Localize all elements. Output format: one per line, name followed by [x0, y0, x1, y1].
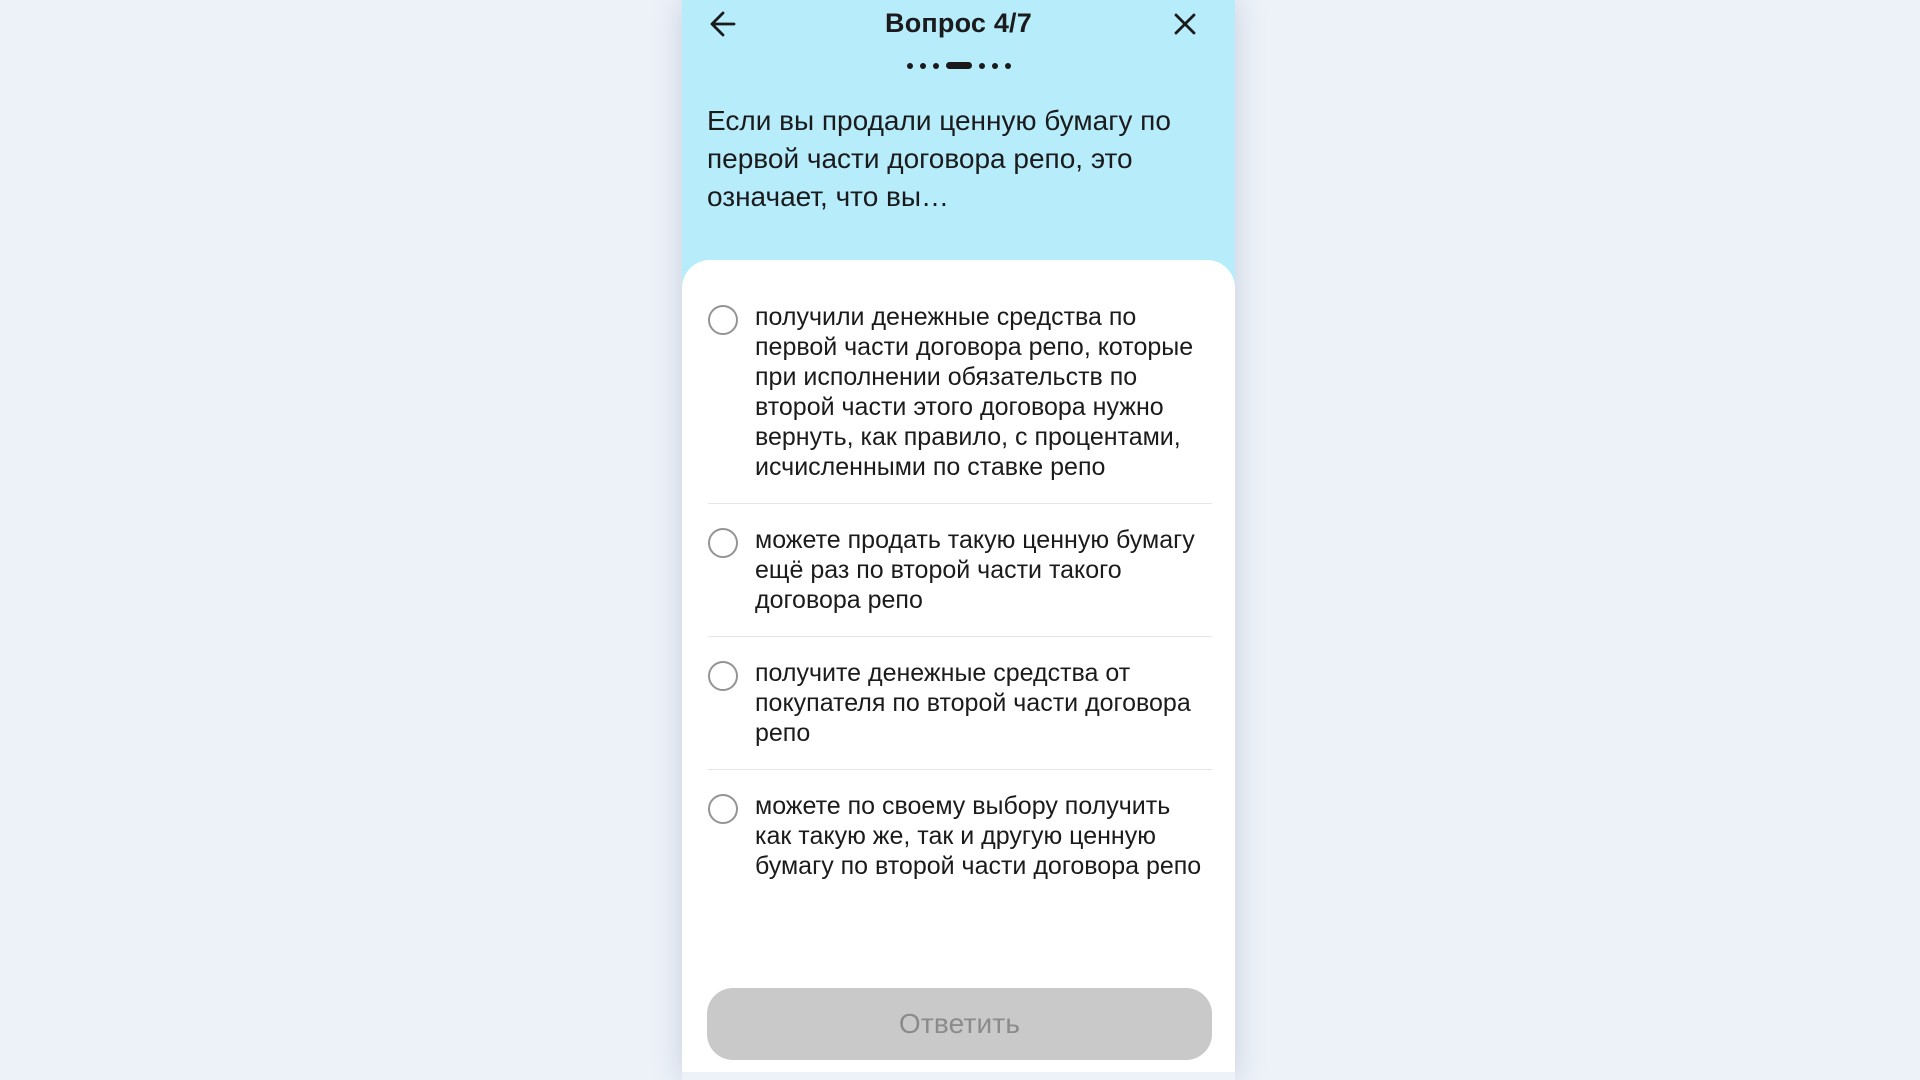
question-text: Если вы продали ценную бумагу по первой части договора репо, это означает, что вы…: [707, 105, 1171, 212]
option-row[interactable]: [708, 281, 1212, 504]
question-counter-title: Вопрос 4/7: [885, 8, 1032, 38]
radio-button-icon[interactable]: [708, 305, 738, 335]
progress-current-segment: [946, 62, 972, 69]
progress-dot: [907, 63, 913, 69]
option-row[interactable]: [708, 504, 1212, 637]
radio-button-icon[interactable]: [708, 661, 738, 691]
option-row[interactable]: [708, 770, 1212, 902]
options-list: [682, 260, 1235, 902]
quiz-screen: [682, 0, 1235, 1080]
quiz-header: [682, 0, 1235, 292]
close-icon: [1172, 11, 1198, 37]
radio-button-icon[interactable]: [708, 794, 738, 824]
submit-button[interactable]: Ответить: [707, 988, 1212, 1060]
header-bar: [682, 0, 1235, 48]
option-label: можете продать такую ценную бумагу ещё раз по второй части такого договора репо: [755, 526, 1195, 614]
option-row[interactable]: [708, 637, 1212, 770]
option-label: можете по своему выбору получить как такую же, так и другую ценную бумагу по второй части договора репо: [755, 792, 1202, 880]
progress-dot: [1005, 63, 1011, 69]
close-button[interactable]: [1165, 4, 1205, 44]
radio-button-icon[interactable]: [708, 528, 738, 558]
option-label: получите денежные средства от покупателя по второй части договора репо: [755, 659, 1191, 747]
sheet-footer: [682, 988, 1235, 1072]
progress-dot: [933, 63, 939, 69]
answers-sheet: [682, 260, 1235, 1072]
progress-dot: [920, 63, 926, 69]
progress-dot: [992, 63, 998, 69]
progress-indicator: [682, 62, 1235, 69]
option-label: получили денежные средства по первой части договора репо, которые при исполнении обязательств по второй части этого договора нужно вернуть, как правило, с процентами, исчисленными по ставке репо: [755, 303, 1194, 481]
progress-dot: [979, 63, 985, 69]
